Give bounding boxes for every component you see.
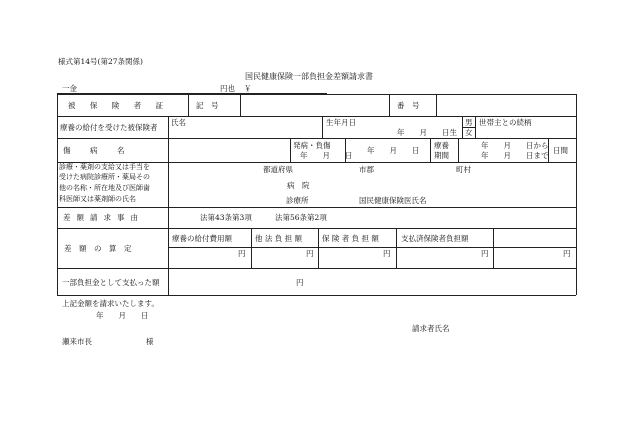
copayment-paid-label: 一部負担金として支払った額 xyxy=(62,278,160,287)
row1-divider xyxy=(240,94,241,116)
yen-unit: 円 xyxy=(296,278,304,287)
disease-name-label: 傷 病 名 xyxy=(63,146,131,155)
period-to: 年 月 日まで xyxy=(481,151,549,160)
female-option[interactable]: 女 xyxy=(465,128,473,137)
row2-divider xyxy=(322,116,323,138)
request-date: 年 月 日 xyxy=(96,311,149,320)
treatment-period-label-2: 期間 xyxy=(434,151,449,160)
prefecture-label: 都道府県 xyxy=(263,165,293,174)
yen-unit: 円 xyxy=(563,249,571,258)
table-row-line xyxy=(57,207,576,208)
article-56-option[interactable]: 法第56条第2項 xyxy=(275,213,327,222)
facility-label-line: 他の名称・所在地及び医師歯 xyxy=(59,184,150,192)
label-column-divider xyxy=(168,116,169,295)
insured-person-label: 療養の給付を受けた被保険者 xyxy=(60,123,158,132)
doctor-name-label: 国民健康保険医氏名 xyxy=(359,196,427,205)
yen-unit: 円 xyxy=(238,249,246,258)
form-title: 国民健康保険一部負担金差額請求書 xyxy=(245,72,373,81)
days-label: 日間 xyxy=(553,146,568,155)
row1-divider xyxy=(389,94,390,116)
table-row-line xyxy=(57,138,576,139)
symbol-label: 記 号 xyxy=(196,101,219,110)
facility-label-line: 科医師又は薬剤師の氏名 xyxy=(59,195,136,203)
city-label: 市郡 xyxy=(359,165,374,174)
row6-divider xyxy=(318,228,319,268)
form-number: 様式第14号(第27条関係) xyxy=(58,57,143,66)
table-row-line xyxy=(57,116,576,117)
amount-prefix: 一金 xyxy=(62,84,77,93)
facility-label-line: 診療・薬剤の支給又は手当を xyxy=(59,163,150,171)
row2-divider xyxy=(475,116,476,138)
treatment-period-label-1: 療養 xyxy=(434,141,449,150)
row3-divider xyxy=(430,138,431,162)
claim-reason-label: 差額請求事由 xyxy=(63,213,144,222)
facility-label-line: 受けた病院診療所・薬局その xyxy=(59,173,150,181)
town-label: 町村 xyxy=(456,165,471,174)
row3-divider xyxy=(290,138,291,162)
clinic-label: 診療所 xyxy=(286,196,309,205)
relation-label: 世帯主との続柄 xyxy=(479,118,532,127)
row3-divider xyxy=(458,138,459,162)
yen-unit: 円 xyxy=(306,249,314,258)
row1-divider xyxy=(188,94,189,116)
birthdate-ymd: 年 月 日生 xyxy=(397,128,457,137)
article-43-option[interactable]: 法第43条第3項 xyxy=(200,213,252,222)
table-top-border xyxy=(57,94,576,95)
name-label: 氏名 xyxy=(171,118,186,127)
difference-calc-label: 差 額 の 算 定 xyxy=(64,244,132,253)
yen-unit: 円 xyxy=(383,249,391,258)
hospital-label: 病 院 xyxy=(287,181,310,190)
table-subrow-line xyxy=(168,247,576,248)
medical-cost-header: 療養の給付費用額 xyxy=(172,234,232,243)
other-law-burden-header: 他 法 負 担 額 xyxy=(255,234,303,243)
amount-suffix: 円也 xyxy=(220,84,235,93)
onset-ymd: 年 月 日 xyxy=(300,151,353,160)
table-bottom-border xyxy=(57,295,576,296)
yen-sign: ￥ xyxy=(244,84,252,93)
request-statement: 上記金額を請求いたします。 xyxy=(62,299,159,308)
onset-label: 発病・負傷 xyxy=(293,141,331,150)
honorific: 様 xyxy=(146,337,154,346)
table-left-border xyxy=(57,94,58,295)
row1-divider xyxy=(436,94,437,116)
insured-card-label: 被 保 険 者 証 xyxy=(68,101,170,110)
number-label: 番 号 xyxy=(397,101,420,110)
paid-insurer-burden-header: 支払済保険者負担額 xyxy=(401,234,469,243)
row6-divider xyxy=(396,228,397,268)
birthdate-label: 生年月日 xyxy=(326,118,356,127)
table-row-line xyxy=(57,228,576,229)
insurer-burden-header: 保 険 者 負 担 額 xyxy=(322,234,379,243)
period-from: 年 月 日から xyxy=(481,141,549,150)
onset-date-field: 年 月 日 xyxy=(367,146,420,155)
yen-unit: 円 xyxy=(481,249,489,258)
row6-divider xyxy=(251,228,252,268)
mayor-addressee: 瀬来市長 xyxy=(62,337,92,346)
row6-divider xyxy=(493,228,494,268)
table-right-border xyxy=(576,94,577,295)
table-row-line xyxy=(57,268,576,269)
claimant-name-label: 請求者氏名 xyxy=(412,324,450,333)
male-option[interactable]: 男 xyxy=(465,118,473,127)
